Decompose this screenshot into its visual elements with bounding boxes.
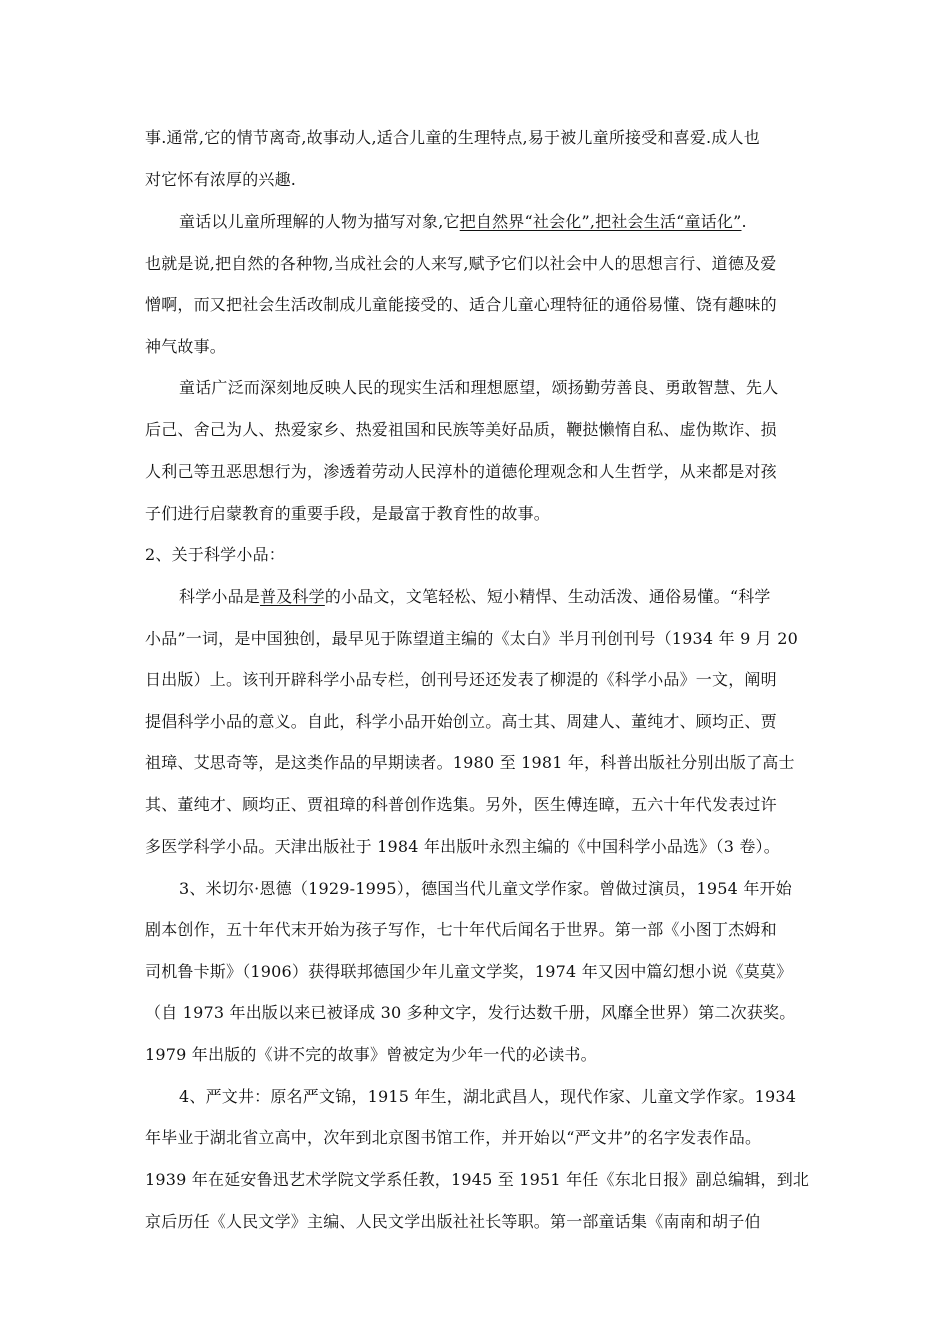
text-line: 童话广泛而深刻地反映人民的现实生活和理想愿望，颂扬勤劳善良、勇敢智慧、先人 [179, 378, 779, 397]
text-line: 3、米切尔·恩德（1929-1995），德国当代儿童文学作家。曾做过演员，1954 年开始 [179, 879, 792, 898]
text-line: 小品”一词，是中国独创，最早见于陈望道主编的《太白》半月刊创刊号（1934 年 9 月 20 [145, 629, 798, 648]
text-line: 剧本创作，五十年代末开始为孩子写作，七十年代后闻名于世界。第一部《小图丁杰姆和 [145, 920, 777, 939]
underlined-phrase: 把自然界“社会化”,把社会生活“童话化” [459, 212, 742, 231]
text-line: 多医学科学小品。天津出版社于 1984 年出版叶永烈主编的《中国科学小品选》（3 卷）。 [145, 837, 780, 856]
text-line-underlined [179, 211, 747, 233]
text-line: （自 1973 年出版以来已被译成 30 多种文字，发行达数千册，风靡全世界）第二次获奖。 [145, 1003, 796, 1022]
text-line: 京后历任《人民文学》主编、人民文学出版社社长等职。第一部童话集《南南和胡子伯 [145, 1212, 761, 1231]
text-line-underlined [179, 586, 771, 608]
section-heading: 2、关于科学小品： [145, 545, 285, 564]
text-line: 提倡科学小品的意义。自此，科学小品开始创立。高士其、周建人、董纯才、顾均正、贾 [145, 712, 777, 731]
text-line: 憎啊，而又把社会生活改制成儿童能接受的、适合儿童心理特征的通俗易懂、饶有趣味的 [145, 295, 777, 314]
text-line: 神气故事。 [145, 337, 227, 356]
text-line: 4、严文井：原名严文锦，1915 年生，湖北武昌人，现代作家、儿童文学作家。1934 [179, 1087, 797, 1106]
text-line: 人利己等丑恶思想行为，渗透着劳动人民淳朴的道德伦理观念和人生哲学，从来都是对孩 [145, 462, 777, 481]
underlined-phrase: 普及科学 [260, 587, 325, 606]
text-line: 祖璋、艾思奇等，是这类作品的早期读者。1980 至 1981 年，科普出版社分别出版了高士 [145, 753, 795, 772]
text-line: 年毕业于湖北省立高中，次年到北京图书馆工作，并开始以“严文井”的名字发表作品。 [145, 1128, 762, 1147]
text-line: 日出版）上。该刊开辟科学小品专栏，创刊号还还发表了柳湜的《科学小品》一文，阐明 [145, 670, 777, 689]
text-line: 司机鲁卡斯》（1906）获得联邦德国少年儿童文学奖，1974 年又因中篇幻想小说《莫莫》 [145, 962, 793, 981]
text-line: 后己、舍己为人、热爱家乡、热爱祖国和民族等美好品质，鞭挞懒惰自私、虚伪欺诈、损 [145, 420, 777, 439]
text-line: 其、董纯才、顾均正、贾祖璋的科普创作选集。另外，医生傅连暲，五六十年代发表过许 [145, 795, 777, 814]
text-line: 对它怀有浓厚的兴趣. [145, 170, 297, 189]
text-segment: 的小品文，文笔轻松、短小精悍、生动活泼、通俗易懂。“科学 [324, 587, 771, 606]
text-segment: 科学小品是 [179, 587, 261, 606]
text-segment: . [741, 212, 747, 231]
text-line: 事.通常,它的情节离奇,故事动人,适合儿童的生理特点,易于被儿童所接受和喜爱.成人也 [145, 128, 760, 147]
text-line: 子们进行启蒙教育的重要手段，是最富于教育性的故事。 [145, 504, 551, 523]
text-line: 1939 年在延安鲁迅艺术学院文学系任教，1945 至 1951 年任《东北日报》副总编辑，到北 [145, 1170, 810, 1189]
text-segment: 童话以儿童所理解的人物为描写对象,它 [179, 212, 460, 231]
text-line: 1979 年出版的《讲不完的故事》曾被定为少年一代的必读书。 [145, 1045, 597, 1064]
text-line: 也就是说,把自然的各种物,当成社会的人来写,赋予它们以社会中人的思想言行、道德及爱 [145, 254, 777, 273]
